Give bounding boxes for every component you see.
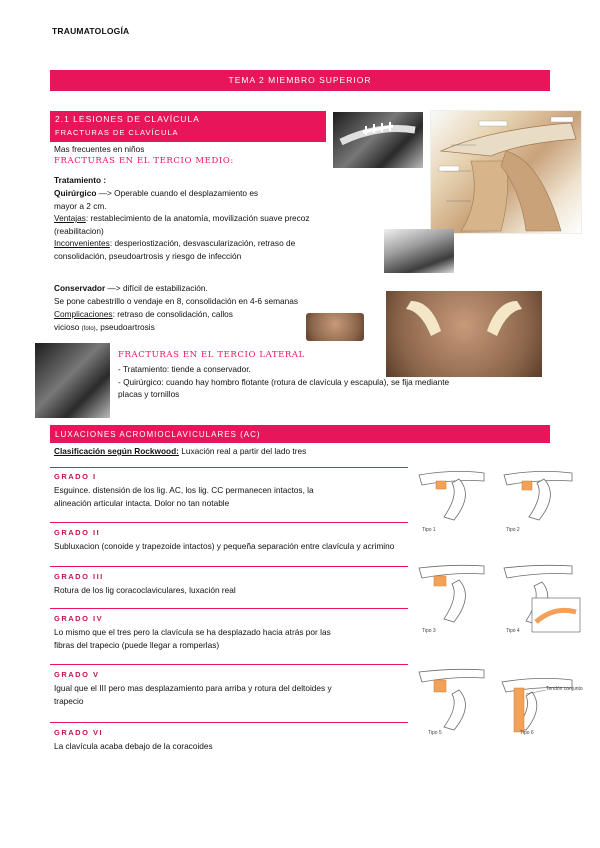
quirurgico-label: Quirúrgico [54, 188, 97, 198]
shoulder-anatomy-graphic [431, 111, 581, 233]
grade-1-line: Esguince. distensión de los lig. AC, los lig. CC permanecen intactos, la [54, 485, 314, 495]
grade-2-title: GRADO II [54, 528, 101, 537]
grade-5-title: GRADO V [54, 670, 100, 679]
rockwood-label: Clasificación según Rockwood: [54, 446, 179, 456]
grade-divider [50, 664, 408, 665]
tipo-5-label: Tipo 5 [428, 730, 442, 736]
grade-1-title: GRADO I [54, 472, 97, 481]
cabestrillo-text: Se pone cabestrillo o vendaje en 8, consolidación en 4-6 semanas [54, 296, 298, 306]
tipo-1-label: Tipo 1 [422, 527, 436, 533]
tipo-4-label: Tipo 4 [506, 628, 520, 634]
lateral-fracture-xray [35, 343, 110, 418]
rockwood-diagram-types-1-2 [414, 465, 584, 537]
inconvenientes-label: Inconvenientes [54, 238, 110, 248]
inconvenientes-text-1: : desperiostización, desvascularización, retraso de [109, 238, 296, 248]
lateral-item: - Tratamiento: tiende a conservador. [118, 364, 251, 374]
complicaciones-text-1: : retraso de consolidación, callos [112, 309, 233, 319]
section-clavicle-banner [50, 111, 326, 142]
grade-divider [50, 722, 408, 723]
quirurgico-text-1: —> Operable cuando el desplazamiento es [96, 188, 259, 198]
tendon-conjunto-label: Tendón conjunto [546, 686, 583, 692]
complicaciones-paragraph [54, 308, 314, 335]
bandage-graphic [386, 291, 542, 377]
ventajas-text-1: : restablecimiento de la anatomía, movilización suave precoz [85, 213, 310, 223]
rockwood-classification [54, 445, 306, 458]
section-ac-banner [50, 425, 550, 443]
grade-4-title: GRADO IV [54, 614, 104, 623]
figure-of-eight-bandage-photo [386, 291, 542, 377]
tipo-6-label: Tipo 6 [520, 730, 534, 736]
shoulder-anatomy-illustration [430, 110, 582, 234]
grade-6-title: GRADO VI [54, 728, 104, 737]
grade-divider [50, 566, 408, 567]
topic-banner: TEMA 2 MIEMBRO SUPERIOR [50, 70, 550, 91]
clavicle-plate-xray [333, 112, 423, 168]
inconvenientes-text-2: consolidación, pseudoartrosis y riesgo de infección [54, 250, 242, 261]
grade-5-line: trapecio [54, 695, 84, 706]
complicaciones-text-2a: vicioso [54, 321, 82, 332]
rockwood-diagram-types-3-4 [414, 562, 584, 640]
lateral-item: placas y tornillos [118, 389, 180, 399]
complicaciones-photo-note: (foto) [81, 325, 96, 332]
grade-3-title: GRADO III [54, 572, 104, 581]
ventajas-paragraph [54, 212, 374, 237]
grade-4-line: fibras del trapecio (puede llegar a romperlas) [54, 639, 220, 650]
tipo-2-label: Tipo 2 [506, 527, 520, 533]
grade-divider [50, 608, 408, 609]
inconvenientes-paragraph [54, 237, 374, 262]
grade-6-text [54, 740, 404, 753]
subject-header: TRAUMATOLOGÍA [52, 26, 130, 36]
conservador-text: —> difícil de estabilización. [105, 283, 208, 293]
grade-6-line: La clavícula acaba debajo de la coracoides [54, 741, 213, 751]
tercio-lateral-heading: FRACTURAS EN EL TERCIO LATERAL [118, 350, 305, 360]
clavicle-fracture-xray [384, 229, 454, 273]
section-clavicle-subtitle: FRACTURAS DE CLAVÍCULA [55, 128, 179, 137]
grade-5-text [54, 682, 404, 707]
rockwood-types-3-4-graphic [414, 562, 584, 640]
plate-screws-graphic [333, 112, 423, 168]
quirurgico-text-2: mayor a 2 cm. [54, 200, 107, 211]
grade-5-line: Igual que el III pero mas desplazamiento para arriba y rotura del deltoides y [54, 683, 332, 693]
ventajas-text-2: (reabilitacion) [54, 225, 104, 236]
quirurgico-paragraph [54, 187, 344, 212]
rockwood-diagram-types-5-6 [414, 668, 584, 740]
grade-divider [50, 467, 408, 468]
grade-1-line: alineación articular intacta. Dolor no tan notable [54, 497, 230, 508]
tercio-medio-heading: FRACTURAS EN EL TERCIO MEDIO: [54, 156, 234, 166]
grade-3-text [54, 584, 404, 597]
complicaciones-text-2b: , pseudoartrosis [95, 321, 155, 332]
rockwood-text: Luxación real a partir del lado tres [178, 446, 307, 456]
rockwood-types-1-2-graphic [414, 465, 584, 537]
grade-1-text [54, 484, 404, 509]
complicaciones-label: Complicaciones [54, 309, 113, 319]
conservador-line [54, 282, 208, 295]
tipo-3-label: Tipo 3 [422, 628, 436, 634]
conservador-label: Conservador [54, 283, 106, 293]
section-clavicle-title: 2.1 LESIONES DE CLAVÍCULA [55, 114, 200, 124]
section-ac-title: LUXACIONES ACROMIOCLAVICULARES (AC) [55, 430, 261, 439]
tratamiento-label: Tratamiento : [54, 175, 107, 185]
grade-divider [50, 522, 408, 523]
malunion-callus-photo [306, 313, 364, 341]
grade-4-line: Lo mismo que el tres pero la clavícula se ha desplazado hacia atrás por las [54, 627, 331, 637]
grade-3-line: Rotura de los lig coracoclaviculares, luxación real [54, 585, 236, 595]
lateral-item: - Quirúrgico: cuando hay hombro flotante (rotura de clavícula y escapula), se fija mediante [118, 376, 450, 387]
ventajas-label: Ventajas [54, 213, 86, 223]
grade-4-text [54, 626, 404, 651]
grade-2-text [54, 540, 474, 553]
intro-text: Mas frecuentes en niños [54, 144, 145, 154]
grade-2-line: Subluxacion (conoide y trapezoide intactos) y pequeña separación entre clavícula y acrimino [54, 541, 395, 551]
